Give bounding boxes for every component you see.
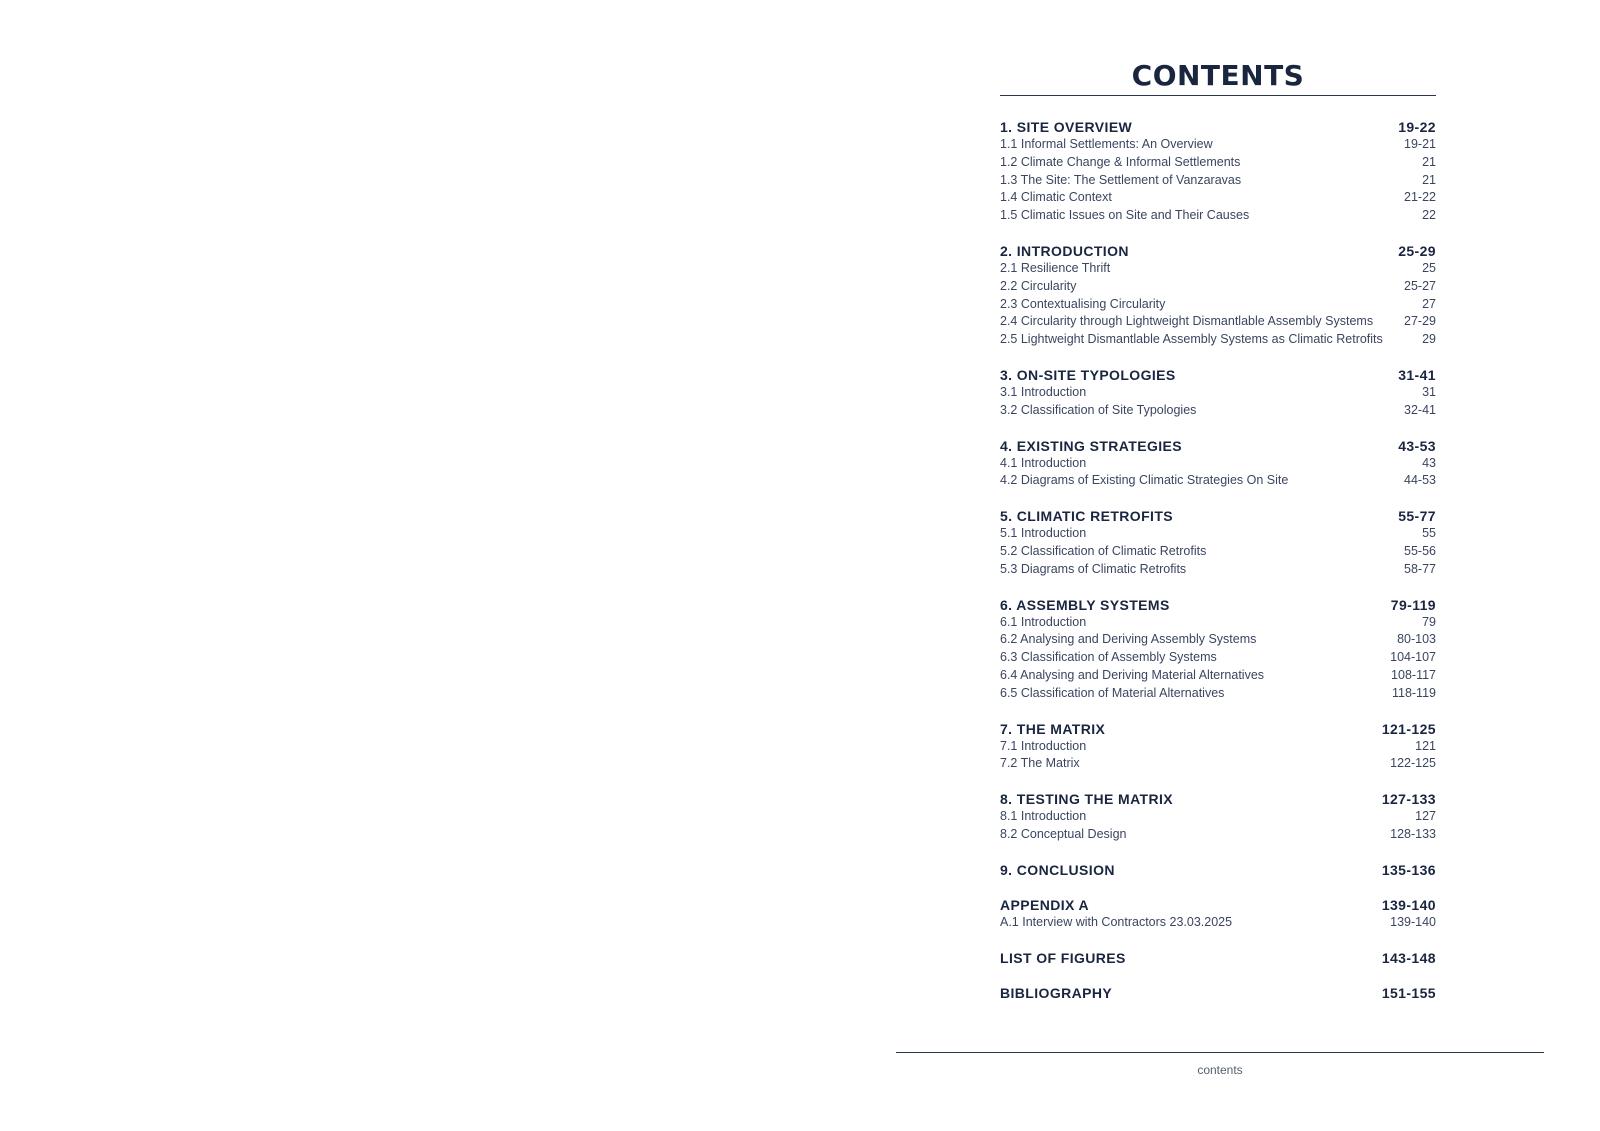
- entry-title: 8.1 Introduction: [1000, 809, 1087, 824]
- entry-title: 7.2 The Matrix: [1000, 756, 1080, 771]
- entry-title: 1.3 The Site: The Settlement of Vanzaravas: [1000, 172, 1242, 187]
- entry-pages: 127: [1415, 809, 1436, 824]
- toc-entry[interactable]: [1000, 189, 1436, 207]
- entry-pages: 29: [1422, 332, 1436, 347]
- footer-divider: [896, 1052, 1544, 1053]
- section-pages: 139-140: [1381, 896, 1436, 913]
- toc-entry[interactable]: [1000, 631, 1436, 649]
- entry-pages: 44-53: [1404, 473, 1436, 488]
- entry-title: 3.2 Classification of Site Typologies: [1000, 402, 1197, 417]
- toc-entry[interactable]: [1000, 614, 1436, 632]
- section-pages: 43-53: [1398, 437, 1436, 454]
- toc-section: [1000, 242, 1436, 349]
- entry-pages: 128-133: [1390, 826, 1436, 841]
- toc-entry[interactable]: [1000, 755, 1436, 773]
- entry-pages: 22: [1422, 208, 1436, 223]
- entry-pages: 21: [1422, 172, 1436, 187]
- title-divider: [1000, 95, 1436, 96]
- toc-section: [1000, 118, 1436, 225]
- toc-section-heading[interactable]: [1000, 242, 1436, 260]
- section-pages: 31-41: [1398, 366, 1436, 383]
- entry-pages: 139-140: [1390, 914, 1436, 929]
- toc-entry[interactable]: [1000, 472, 1436, 490]
- toc-entry[interactable]: [1000, 826, 1436, 844]
- toc-entry[interactable]: [1000, 313, 1436, 331]
- toc-section: [1000, 896, 1436, 932]
- entry-pages: 55: [1422, 526, 1436, 541]
- toc-section-heading[interactable]: [1000, 507, 1436, 525]
- entry-pages: 25: [1422, 260, 1436, 275]
- toc-section: [1000, 437, 1436, 491]
- toc-entry[interactable]: [1000, 455, 1436, 473]
- toc-section-heading[interactable]: [1000, 437, 1436, 455]
- entry-title: 4.2 Diagrams of Existing Climatic Strategies On Site: [1000, 473, 1289, 488]
- page-title: CONTENTS: [1131, 59, 1305, 92]
- toc-section-heading[interactable]: [1000, 720, 1436, 738]
- entry-title: 1.1 Informal Settlements: An Overview: [1000, 137, 1213, 151]
- toc-entry[interactable]: [1000, 738, 1436, 756]
- toc-entry[interactable]: [1000, 384, 1436, 402]
- section-pages: 121-125: [1381, 720, 1436, 737]
- toc-section: [1000, 720, 1436, 774]
- section-pages: 19-22: [1398, 119, 1436, 135]
- entry-pages: 27: [1422, 296, 1436, 311]
- section-title: 4. EXISTING STRATEGIES: [1000, 437, 1183, 454]
- entry-pages: 25-27: [1404, 278, 1436, 293]
- section-title: 7. THE MATRIX: [1000, 720, 1106, 737]
- toc-entry[interactable]: [1000, 543, 1436, 561]
- entry-title: 4.1 Introduction: [1000, 455, 1087, 470]
- entry-pages: 43: [1422, 455, 1436, 470]
- section-title: 5. CLIMATIC RETROFITS: [1000, 508, 1174, 525]
- entry-pages: 55-56: [1404, 543, 1436, 558]
- entry-title: 6.4 Analysing and Deriving Material Alternatives: [1000, 667, 1265, 682]
- section-title: 3. ON-SITE TYPOLOGIES: [1000, 366, 1176, 383]
- section-title: APPENDIX A: [1000, 896, 1090, 913]
- entry-title: 8.2 Conceptual Design: [1000, 826, 1127, 841]
- toc-entry[interactable]: [1000, 561, 1436, 579]
- toc-entry[interactable]: [1000, 260, 1436, 278]
- toc-section: [1000, 984, 1436, 1002]
- toc-section: [1000, 861, 1436, 879]
- entry-pages: 27-29: [1404, 314, 1436, 329]
- toc-entry[interactable]: [1000, 649, 1436, 667]
- entry-pages: 122-125: [1390, 756, 1436, 771]
- entry-title: 2.2 Circularity: [1000, 278, 1077, 293]
- toc-section-heading[interactable]: [1000, 596, 1436, 614]
- entry-title: 1.5 Climatic Issues on Site and Their Causes: [1000, 208, 1250, 223]
- toc-section-heading[interactable]: [1000, 118, 1436, 136]
- toc-entry[interactable]: [1000, 136, 1436, 154]
- entry-pages: 58-77: [1404, 561, 1436, 576]
- toc-section-heading[interactable]: [1000, 949, 1436, 967]
- entry-pages: 108-117: [1391, 667, 1436, 682]
- entry-pages: 118-119: [1391, 685, 1436, 700]
- entry-pages: 32-41: [1404, 402, 1436, 417]
- toc-entry[interactable]: [1000, 207, 1436, 225]
- section-pages: 79-119: [1390, 596, 1436, 613]
- toc-entry[interactable]: [1000, 525, 1436, 543]
- entry-pages: 21-22: [1404, 190, 1436, 205]
- entry-pages: 19-21: [1404, 137, 1436, 151]
- toc-section-heading[interactable]: [1000, 366, 1436, 384]
- section-title: 2. INTRODUCTION: [1000, 242, 1129, 259]
- entry-pages: 104-107: [1390, 650, 1436, 665]
- footer-label: contents: [1197, 1063, 1243, 1077]
- entry-title: 3.1 Introduction: [1000, 384, 1087, 399]
- section-title: 8. TESTING THE MATRIX: [1000, 791, 1174, 808]
- entry-title: 6.1 Introduction: [1000, 614, 1087, 629]
- toc-section: [1000, 507, 1436, 578]
- entry-title: 6.2 Analysing and Deriving Assembly Systems: [1000, 632, 1257, 647]
- section-pages: 135-136: [1381, 861, 1436, 878]
- toc-entry[interactable]: [1000, 296, 1436, 314]
- toc-entry[interactable]: [1000, 914, 1436, 932]
- contents-page: [1000, 58, 1436, 1019]
- section-title: LIST OF FIGURES: [1000, 949, 1126, 966]
- section-pages: 127-133: [1381, 791, 1436, 808]
- toc-entry[interactable]: [1000, 402, 1436, 420]
- entry-title: 6.5 Classification of Material Alternatives: [1000, 685, 1225, 700]
- toc-section: [1000, 366, 1436, 420]
- section-title: 9. CONCLUSION: [1000, 861, 1115, 878]
- entry-title: 5.3 Diagrams of Climatic Retrofits: [1000, 561, 1187, 576]
- section-pages: 25-29: [1398, 242, 1436, 259]
- entry-title: 2.3 Contextualising Circularity: [1000, 296, 1166, 311]
- toc-entry[interactable]: [1000, 667, 1436, 685]
- toc-section-heading[interactable]: [1000, 861, 1436, 879]
- entry-pages: 21: [1422, 154, 1436, 169]
- entry-title: A.1 Interview with Contractors 23.03.2025: [1000, 914, 1233, 929]
- toc-entry[interactable]: [1000, 331, 1436, 349]
- entry-title: 1.2 Climate Change & Informal Settlements: [1000, 154, 1241, 169]
- toc-section-heading[interactable]: [1000, 790, 1436, 808]
- entry-pages: 121: [1415, 738, 1436, 753]
- section-title: BIBLIOGRAPHY: [1000, 984, 1113, 1001]
- toc-entry[interactable]: [1000, 278, 1436, 296]
- entry-title: 2.4 Circularity through Lightweight Dismantlable Assembly Systems: [1000, 314, 1374, 329]
- toc-section-heading[interactable]: [1000, 896, 1436, 914]
- entry-pages: 80-103: [1397, 632, 1436, 647]
- toc-section-heading[interactable]: [1000, 984, 1436, 1002]
- section-title: 6. ASSEMBLY SYSTEMS: [1000, 596, 1170, 613]
- toc-section: [1000, 596, 1436, 703]
- entry-title: 2.5 Lightweight Dismantlable Assembly Systems as Climatic Retrofits: [1000, 332, 1383, 347]
- entry-pages: 31: [1422, 384, 1436, 399]
- entry-title: 6.3 Classification of Assembly Systems: [1000, 650, 1217, 665]
- table-of-contents: [1000, 118, 1436, 1002]
- toc-entry[interactable]: [1000, 154, 1436, 172]
- toc-entry[interactable]: [1000, 808, 1436, 826]
- toc-section: [1000, 790, 1436, 844]
- entry-title: 7.1 Introduction: [1000, 738, 1087, 753]
- toc-entry[interactable]: [1000, 172, 1436, 190]
- section-pages: 143-148: [1381, 949, 1436, 966]
- section-title: 1. SITE OVERVIEW: [1000, 119, 1133, 135]
- entry-title: 2.1 Resilience Thrift: [1000, 260, 1111, 275]
- section-pages: 151-155: [1381, 984, 1436, 1001]
- toc-entry[interactable]: [1000, 685, 1436, 703]
- section-pages: 55-77: [1398, 508, 1436, 525]
- entry-title: 5.1 Introduction: [1000, 526, 1087, 541]
- entry-title: 5.2 Classification of Climatic Retrofits: [1000, 543, 1207, 558]
- entry-pages: 79: [1422, 614, 1436, 629]
- entry-title: 1.4 Climatic Context: [1000, 190, 1112, 205]
- toc-section: [1000, 949, 1436, 967]
